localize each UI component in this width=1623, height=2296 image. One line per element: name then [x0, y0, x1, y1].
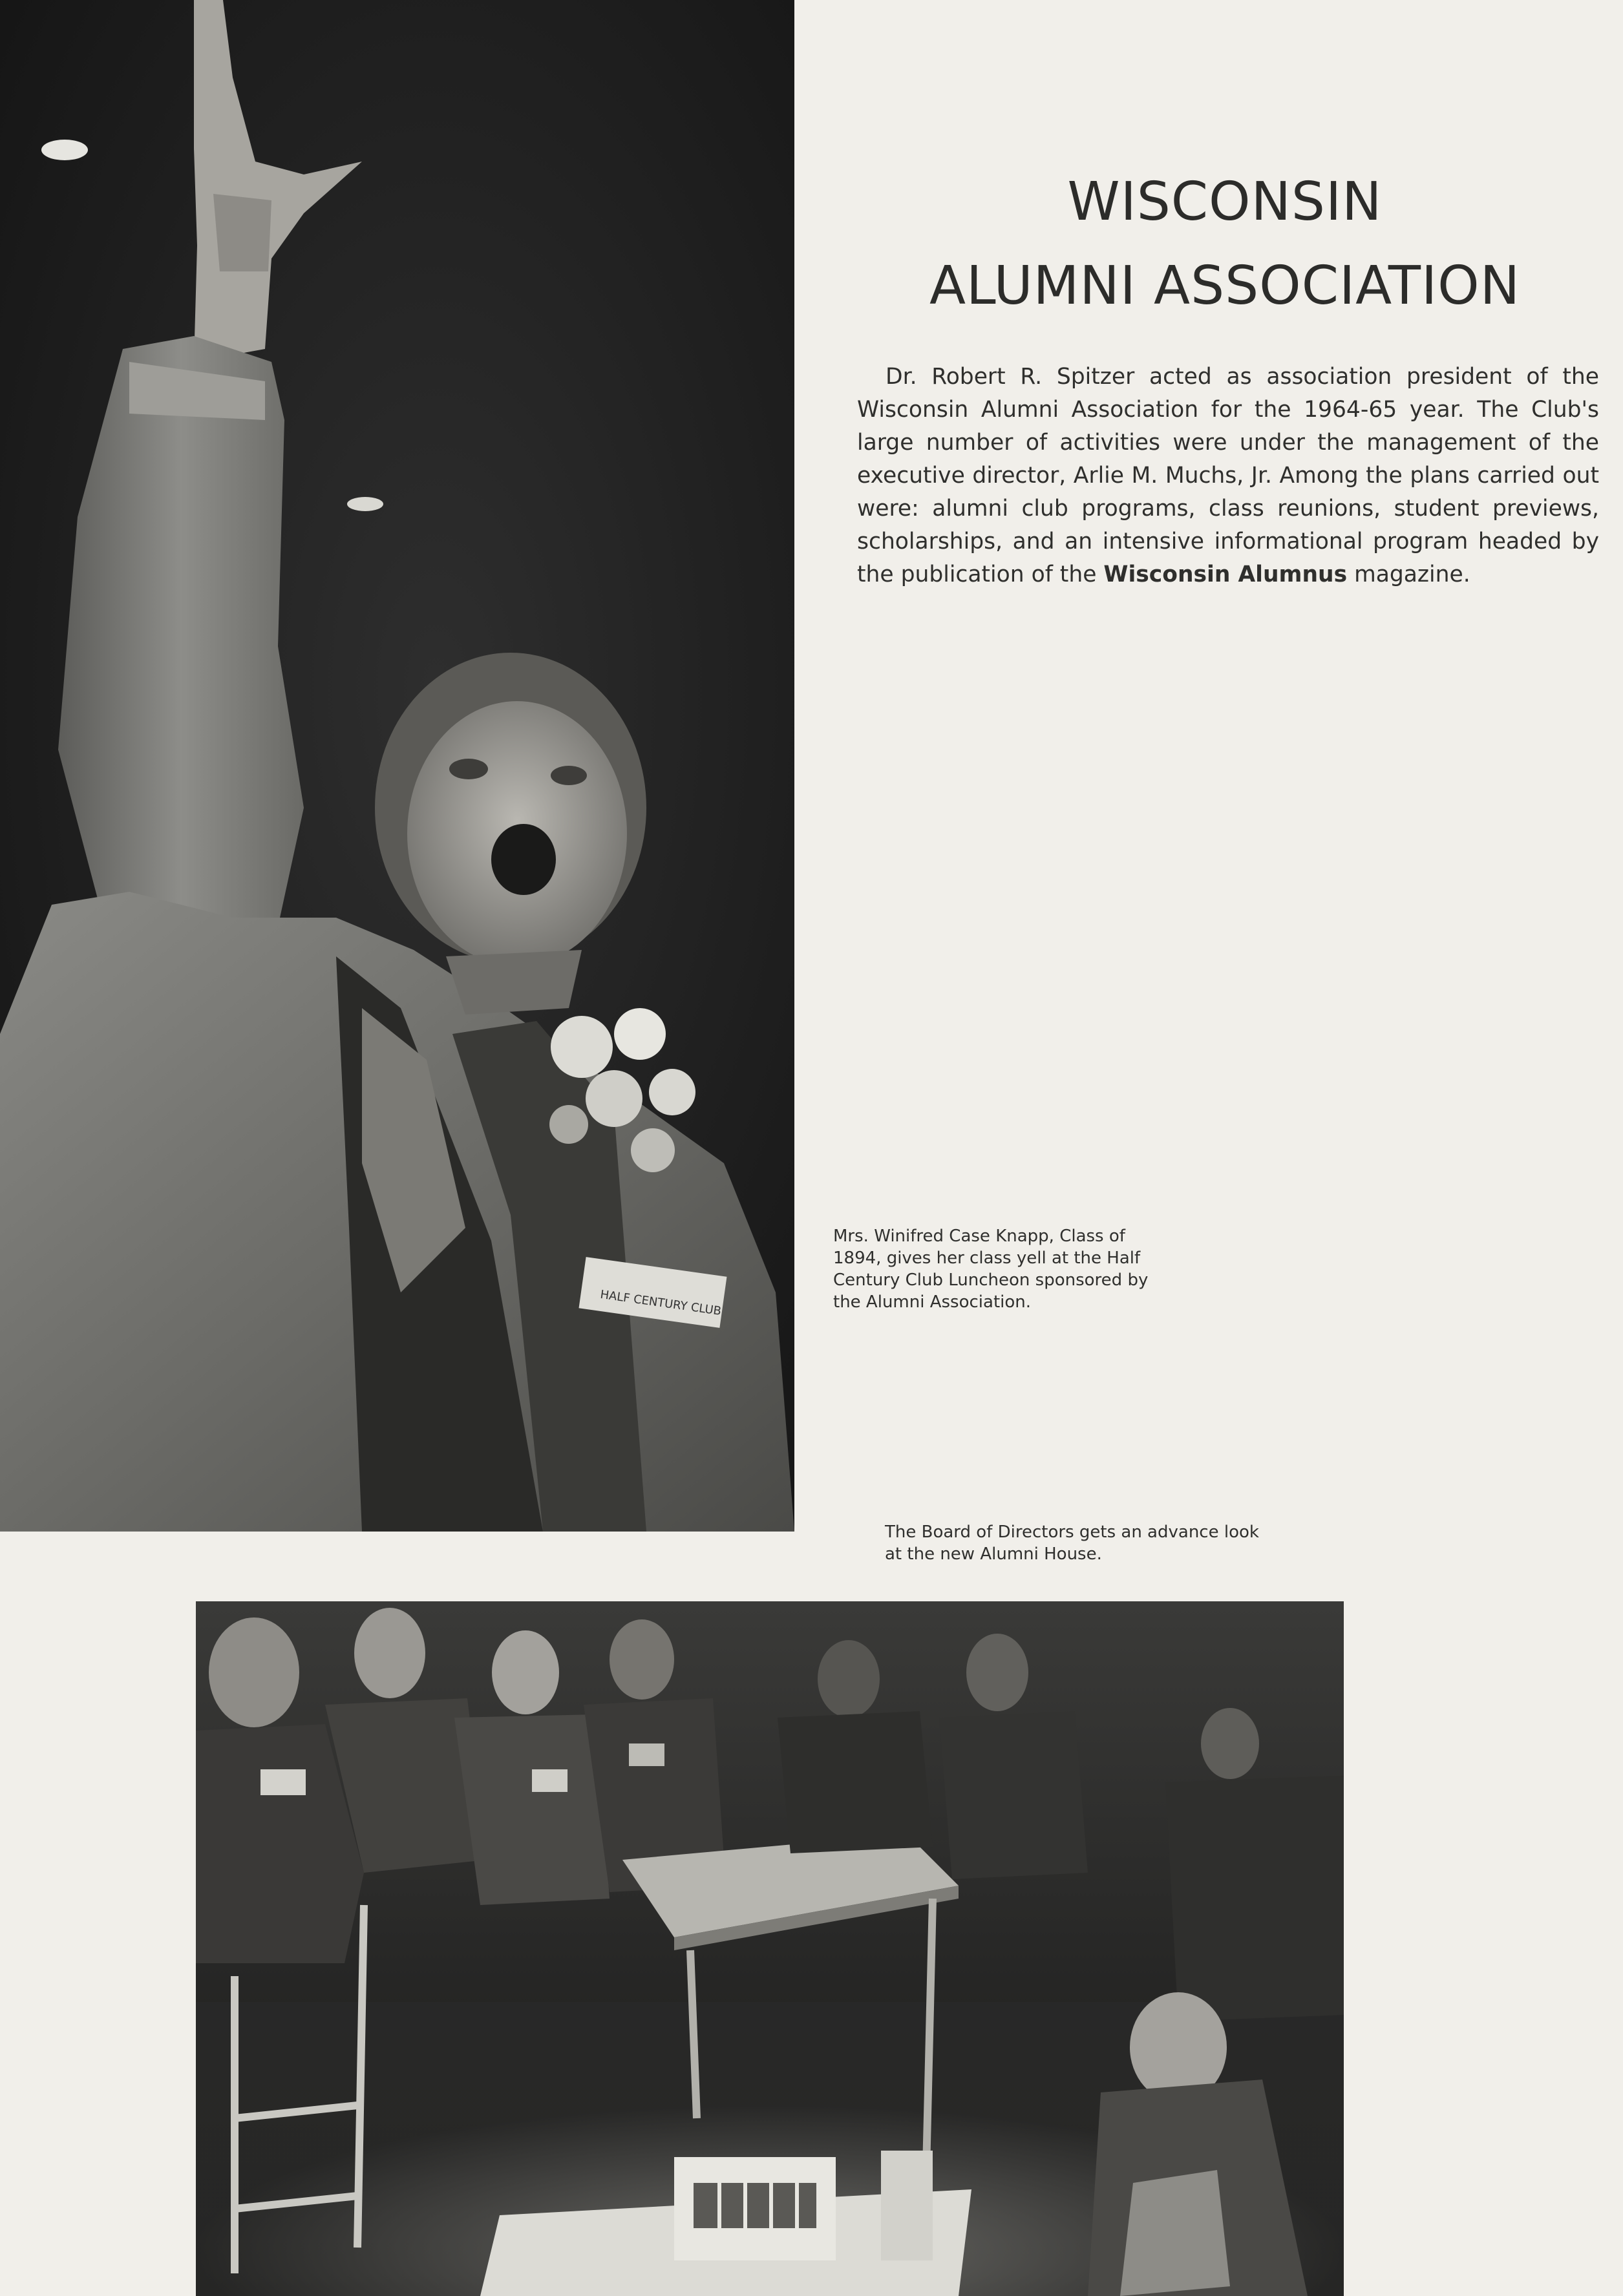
caption-line: at the new Alumni House. — [885, 1544, 1102, 1564]
caption-line: 1894, gives her class yell at the Half — [833, 1248, 1141, 1268]
association-description — [857, 361, 1599, 591]
page-title-line-2: ALUMNI ASSOCIATION — [929, 255, 1521, 317]
caption-line: Century Club Luncheon sponsored by — [833, 1270, 1149, 1290]
photo-woman-cheering — [0, 0, 794, 1532]
page-title — [840, 160, 1609, 328]
caption-line: The Board of Directors gets an advance look — [885, 1522, 1259, 1542]
description-text-end: magazine. — [1347, 562, 1470, 587]
photo-board-of-directors — [196, 1601, 1344, 2296]
caption-line: Mrs. Winifred Case Knapp, Class of — [833, 1227, 1125, 1246]
caption-board-meeting — [885, 1521, 1337, 1565]
photo-woman-cheering-image — [0, 0, 794, 1532]
badge-text: HALF CENTURY CLUB — [599, 1287, 723, 1318]
caption-line: the Alumni Association. — [833, 1292, 1032, 1312]
caption-woman-cheering — [833, 1225, 1195, 1313]
photo-board-of-directors-image — [196, 1601, 1344, 2296]
description-text: Dr. Robert R. Spitzer acted as association president of the Wisconsin Alumni Association for the 1964-65 year. The Club's large number of activities were under the management of the executive director, Arlie M. Muchs, Jr. Among the plans carried out were: alumni club programs, class reunions, student previews, scholarships, and an intensive informational program headed by the publication of the — [857, 364, 1599, 587]
magazine-title: Wisconsin Alumnus — [1103, 562, 1348, 587]
page-title-line-1: WISCONSIN — [1067, 171, 1383, 233]
